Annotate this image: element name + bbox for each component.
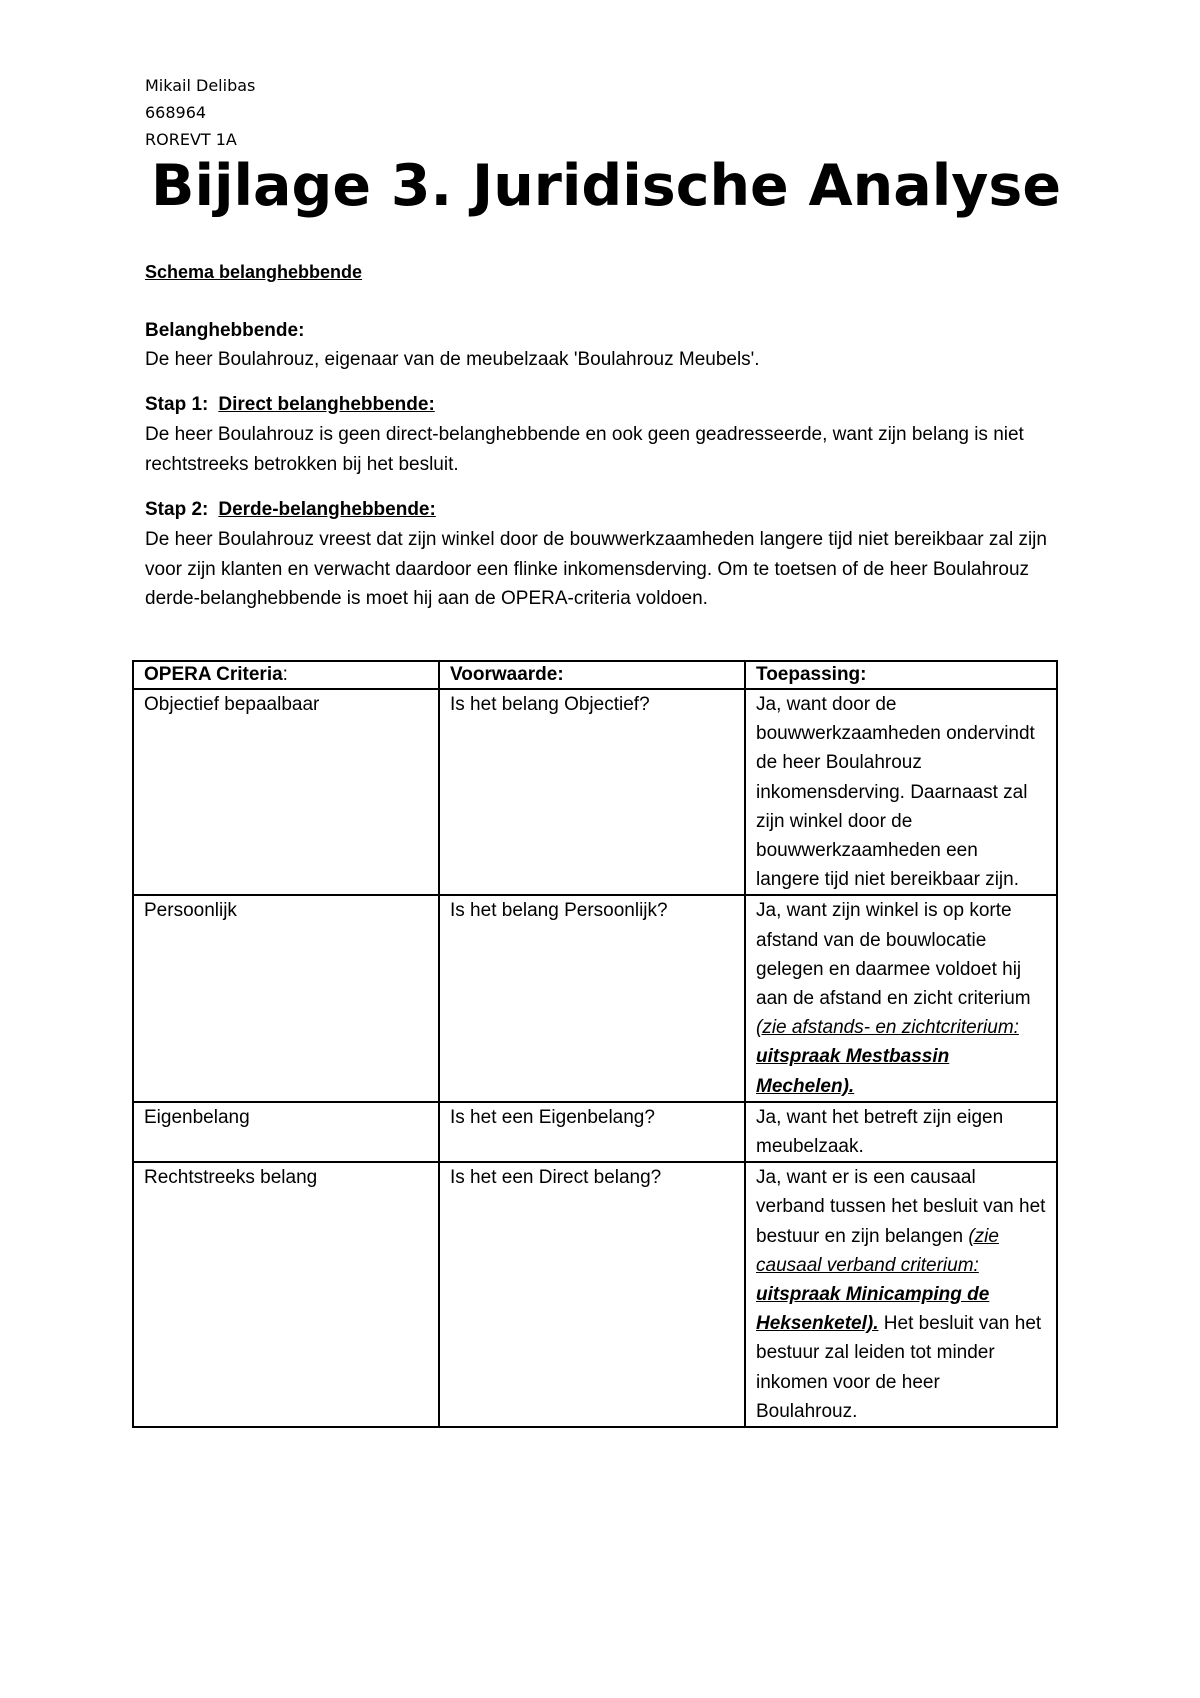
reference-criterion: (zie causaal verband criterium: [756,1225,999,1276]
table-row [133,1102,1057,1162]
author-name: Mikail Delibas [145,76,256,95]
cell-voorwaarde: Is het belang Persoonlijk? [439,895,745,1101]
cell-voorwaarde: Is het een Eigenbelang? [439,1102,745,1162]
stap1-title: Direct belanghebbende: [218,394,435,415]
stap1-heading [145,390,1075,420]
table-header-row [133,661,1057,689]
reference-criterion: (zie afstands- en zichtcriterium: [756,1017,1019,1039]
header-criteria-label: OPERA Criteria [144,664,283,685]
cell-criterium: Persoonlijk [133,895,439,1101]
toepassing-text: Ja, want zijn winkel is op korte afstand van de bouwlocatie gelegen en daarmee voldoet hij aan de afstand en zicht criterium [756,900,1031,1010]
reference-ruling: uitspraak Mestbassin Mechelen). [756,1046,950,1097]
table-row [133,1162,1057,1427]
header-toepassing: Toepassing: [745,661,1057,689]
cell-toepassing [745,1162,1057,1427]
cell-toepassing: Ja, want door de bouwwerkzaamheden ondervindt de heer Boulahrouz inkomensderving. Daarnaast zal zijn winkel door de bouwwerkzaamheden een langere tijd niet bereikbaar zijn. [745,689,1057,895]
header-criteria-suffix: : [282,664,288,685]
opera-criteria-table [132,660,1058,1428]
cell-voorwaarde: Is het belang Objectief? [439,689,745,895]
stap2-heading [145,495,1075,525]
stap2-prefix: Stap 2: [145,499,209,520]
cell-toepassing: Ja, want het betreft zijn eigen meubelzaak. [745,1102,1057,1162]
page-title: Bijlage 3. Juridische Analyse [151,153,1061,219]
header-criteria [133,661,439,689]
stap1-text: De heer Boulahrouz is geen direct-belanghebbende en ook geen geadresseerde, want zijn belang is niet rechtstreeks betrokken bij het besluit. [145,424,1024,475]
reference-ruling: uitspraak Minicamping de Heksenketel). [756,1284,990,1335]
toepassing-text: Ja, want er is een causaal verband tussen het besluit van het bestuur en zijn belangen [756,1167,1046,1247]
toepassing-after: Het besluit van het bestuur zal leiden tot minder inkomen voor de heer Boulahrouz. [756,1313,1042,1422]
student-number: 668964 [145,103,207,122]
table-row [133,689,1057,895]
cell-criterium: Eigenbelang [133,1102,439,1162]
table-row [133,895,1057,1101]
cell-voorwaarde: Is het een Direct belang? [439,1162,745,1427]
stap1-prefix: Stap 1: [145,394,209,415]
cell-criterium: Objectief bepaalbaar [133,689,439,895]
stap2-title: Derde-belanghebbende: [218,499,436,520]
belanghebbende-text: De heer Boulahrouz, eigenaar van de meubelzaak 'Boulahrouz Meubels'. [145,349,760,370]
class-code: ROREVT 1A [145,130,237,149]
cell-criterium: Rechtstreeks belang [133,1162,439,1427]
cell-toepassing [745,895,1057,1101]
header-voorwaarde: Voorwaarde: [439,661,745,689]
section-heading: Schema belanghebbende [145,262,363,282]
stap2-text: De heer Boulahrouz vreest dat zijn winkel door de bouwwerkzaamheden langere tijd niet bereikbaar zal zijn voor zijn klanten en verwacht daardoor een flinke inkomensderving. Om te toetsen of de heer Boulahrouz derde-belanghebbende is moet hij aan de OPERA-criteria voldoen. [145,529,1047,609]
belanghebbende-label: Belanghebbende: [145,320,305,341]
